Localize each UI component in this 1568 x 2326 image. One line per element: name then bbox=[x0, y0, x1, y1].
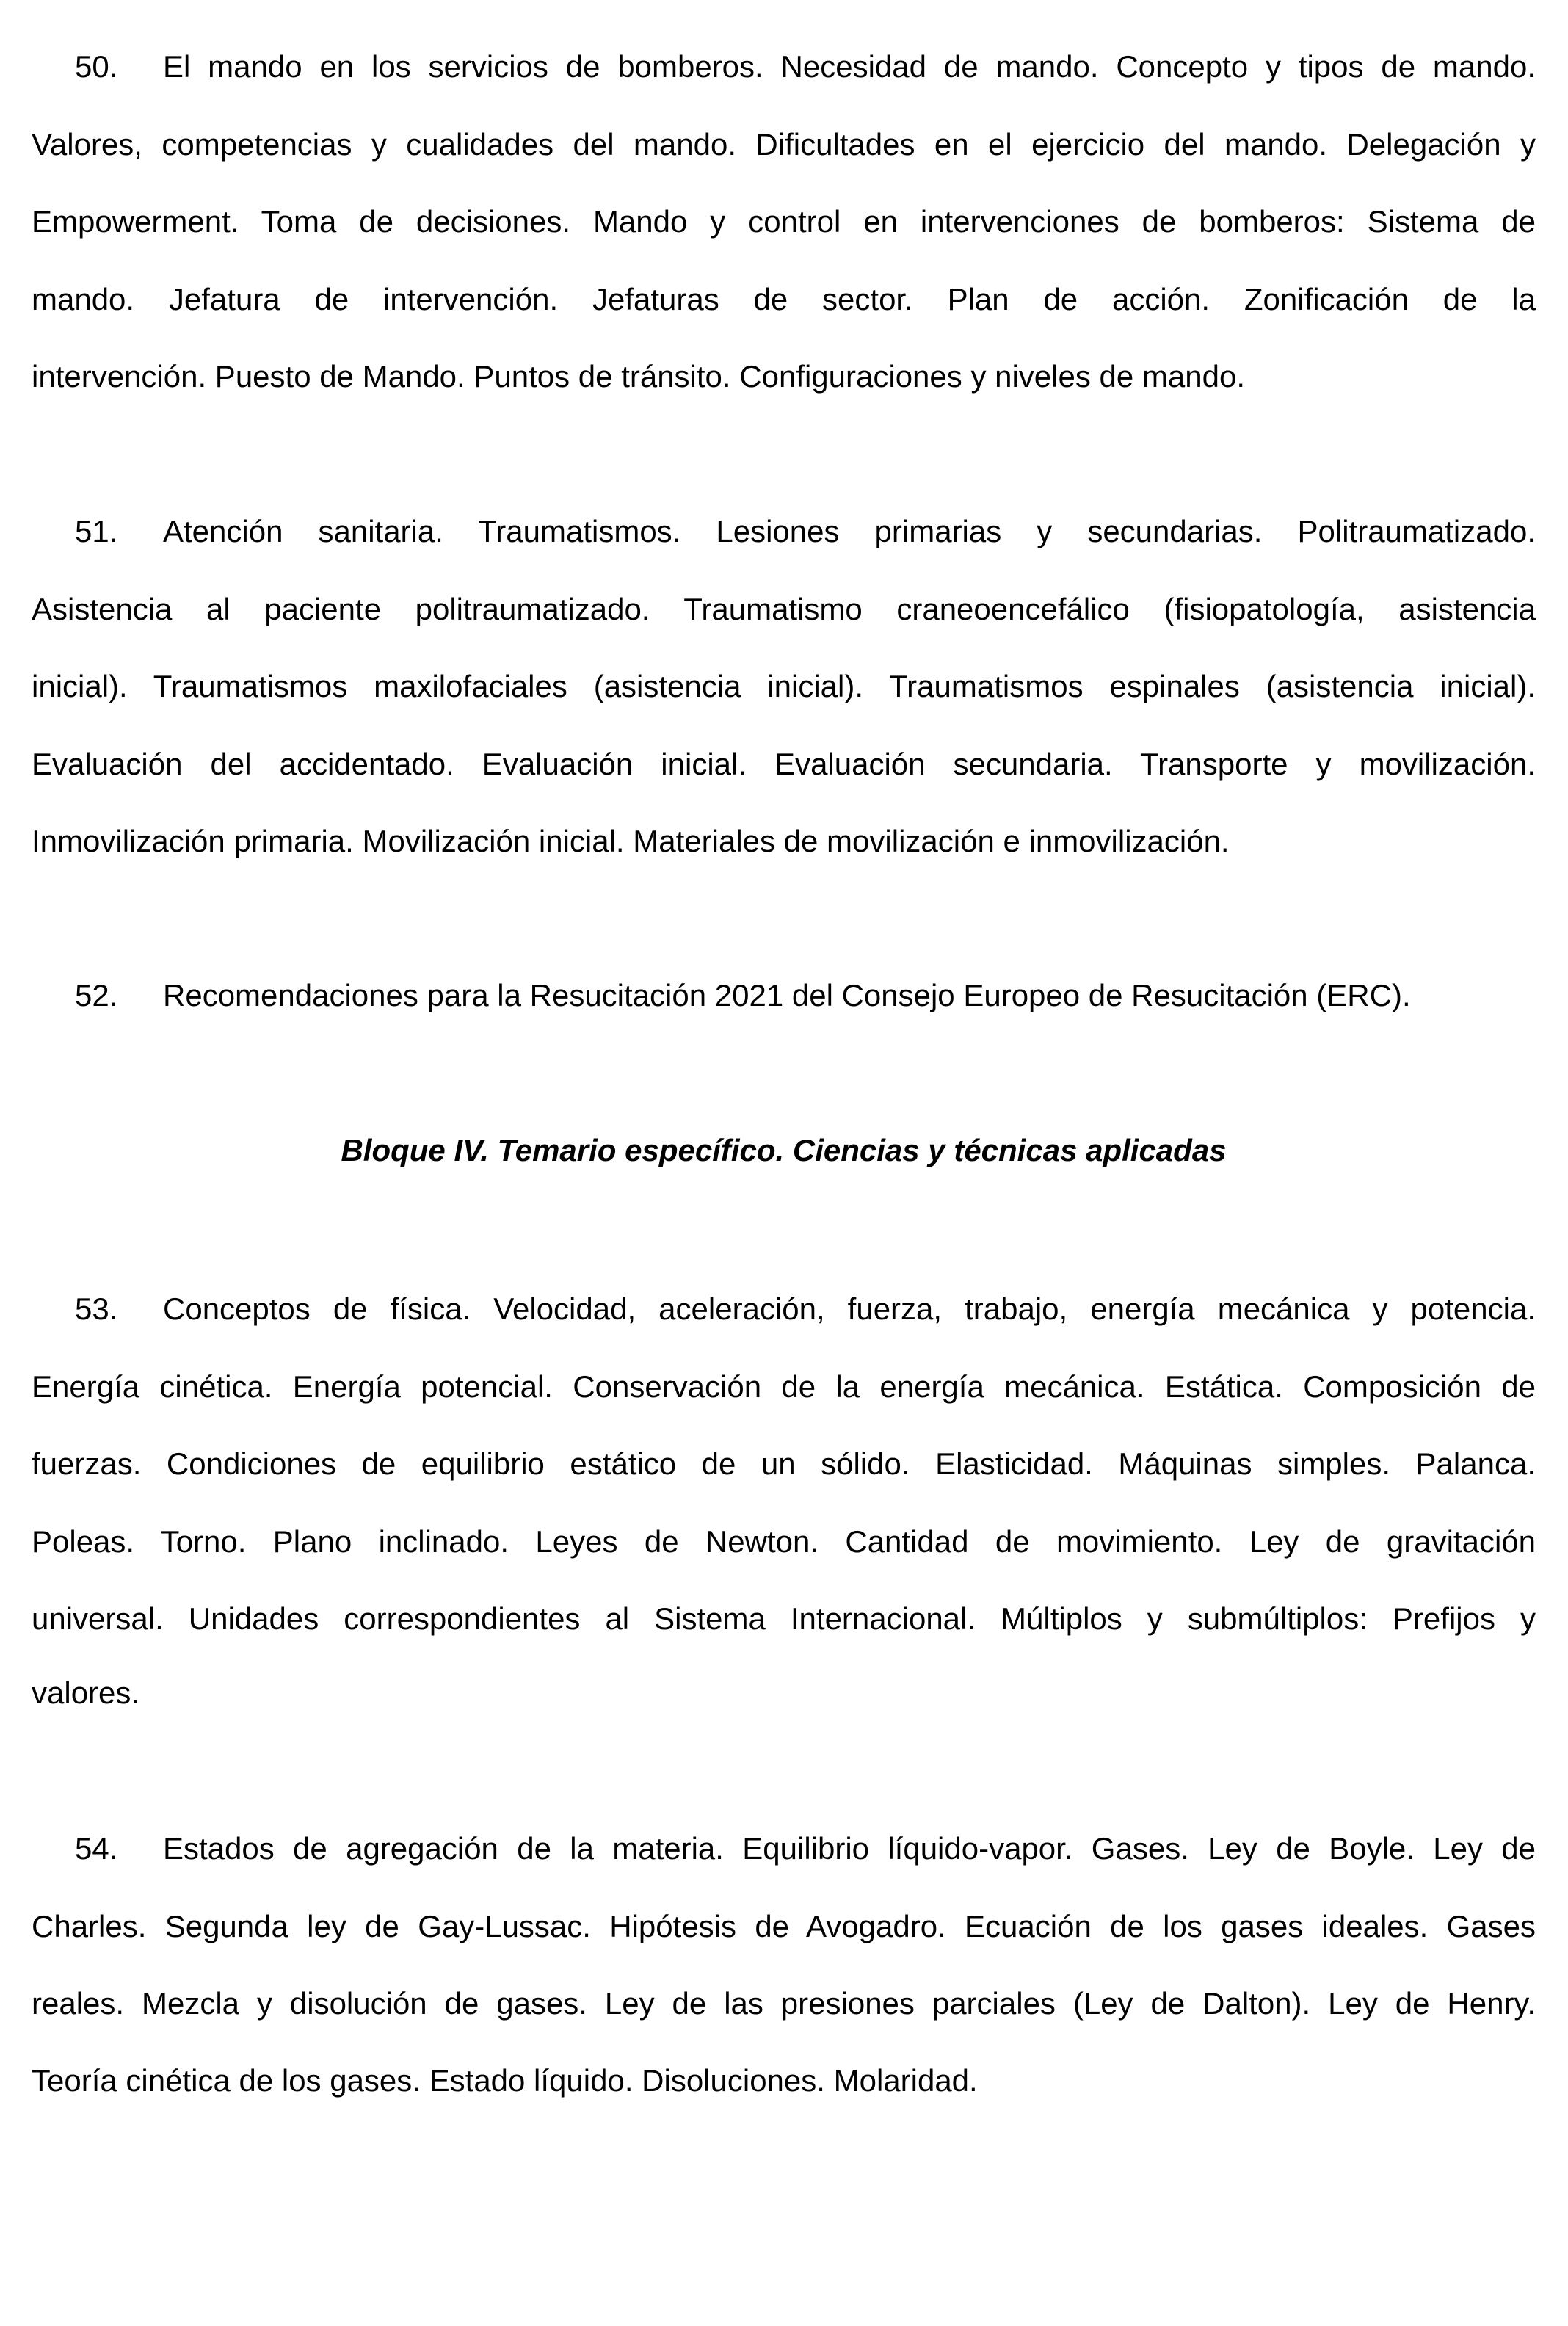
item-number: 54. bbox=[75, 1831, 118, 1866]
item-number: 50. bbox=[75, 49, 118, 84]
item-text-line: Asistencia al paciente politraumatizado. Traumatismo craneoencefálico (fisiopatología, asistencia bbox=[32, 592, 1536, 626]
item-text-line: Conceptos de física. Velocidad, aceleración, fuerza, trabajo, energía mecánica y potencia. bbox=[163, 1291, 1536, 1326]
item-text-line: Empowerment. Toma de decisiones. Mando y control en intervenciones de bomberos: Sistema de bbox=[32, 204, 1536, 239]
item-text-line: mando. Jefatura de intervención. Jefaturas de sector. Plan de acción. Zonificación de la bbox=[32, 282, 1536, 316]
item-text-line: Energía cinética. Energía potencial. Conservación de la energía mecánica. Estática. Composición de bbox=[32, 1369, 1536, 1404]
item-text-line: Evaluación del accidentado. Evaluación inicial. Evaluación secundaria. Transporte y movilización. bbox=[32, 747, 1536, 781]
item-text-line: Recomendaciones para la Resucitación 2021 del Consejo Europeo de Resucitación (ERC). bbox=[163, 978, 1411, 1012]
item-number: 51. bbox=[75, 514, 118, 548]
item-text-line: Estados de agregación de la materia. Equilibrio líquido-vapor. Gases. Ley de Boyle. Ley de bbox=[163, 1831, 1536, 1866]
item-text-line: intervención. Puesto de Mando. Puntos de tránsito. Configuraciones y niveles de mando. bbox=[32, 359, 1245, 394]
item-text-line: valores. bbox=[32, 1675, 140, 1710]
item-text-line: Valores, competencias y cualidades del mando. Dificultades en el ejercicio del mando. Delegación y bbox=[32, 127, 1536, 162]
item-text-line: El mando en los servicios de bomberos. Necesidad de mando. Concepto y tipos de mando. bbox=[163, 49, 1536, 84]
item-text-line: fuerzas. Condiciones de equilibrio estático de un sólido. Elasticidad. Máquinas simples. Palanca. bbox=[32, 1446, 1536, 1481]
item-text-line: Poleas. Torno. Plano inclinado. Leyes de Newton. Cantidad de movimiento. Ley de gravitación bbox=[32, 1524, 1536, 1559]
section-heading: Bloque IV. Temario específico. Ciencias y técnicas aplicadas bbox=[341, 1133, 1227, 1167]
item-text-line: universal. Unidades correspondientes al Sistema Internacional. Múltiplos y submúltiplos: Prefijos y bbox=[32, 1601, 1536, 1636]
item-text-line: Inmovilización primaria. Movilización inicial. Materiales de movilización e inmovilización. bbox=[32, 824, 1230, 858]
item-text-line: Charles. Segunda ley de Gay-Lussac. Hipótesis de Avogadro. Ecuación de los gases ideales. Gases bbox=[32, 1909, 1536, 1943]
item-text-line: Atención sanitaria. Traumatismos. Lesiones primarias y secundarias. Politraumatizado. bbox=[163, 514, 1536, 548]
item-number: 53. bbox=[75, 1291, 118, 1326]
item-text-line: inicial). Traumatismos maxilofaciales (asistencia inicial). Traumatismos espinales (asistencia inicial). bbox=[32, 669, 1536, 703]
item-text-line: reales. Mezcla y disolución de gases. Ley de las presiones parciales (Ley de Dalton). Ley de Henry. bbox=[32, 1986, 1536, 2021]
item-number: 52. bbox=[75, 978, 118, 1012]
item-text-line: Teoría cinética de los gases. Estado líquido. Disoluciones. Molaridad. bbox=[32, 2063, 978, 2098]
